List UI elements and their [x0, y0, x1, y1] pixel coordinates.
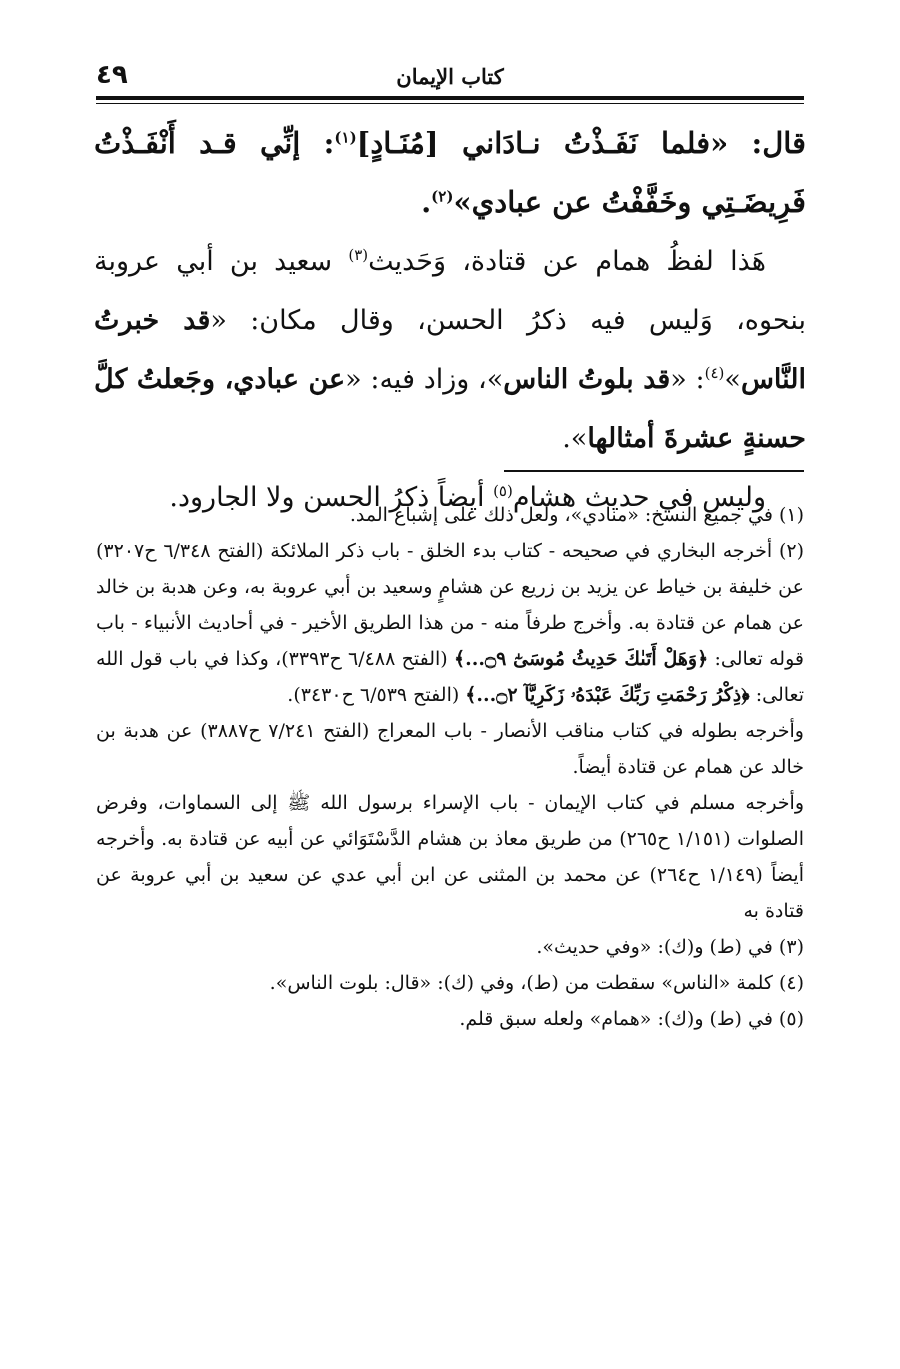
footnote-2-continued: وأخرجه مسلم في كتاب الإيمان - باب الإسراء برسول الله ﷺ إلى السماوات، وفرض الصلوات (١/١٥١ ح٢٦٥) من طريق معاذ بن هشام الدَّسْتَوَائي عن أبيه عن قتادة به. وأخرجه أيضاً (١/١٤٩ ح٢٦٤) عن محمد بن المثنى عن ابن أبي عدي عن سعيد بن أبي عروبة عن قتادة به [96, 792, 804, 922]
footnote-separator [504, 470, 804, 472]
running-title: كتاب الإيمان [396, 64, 504, 89]
footnote-1: (١) في جميع النسخ: «منادي»، ولعل ذلك على إشباع المد. [349, 504, 804, 526]
text-run: قال: «فلما نَفَـذْتُ نـادَاني [مُنَـادٍ] [356, 126, 806, 160]
page-header [96, 58, 804, 98]
header-rule-thick [96, 96, 804, 100]
footnote-ref: (٤) [704, 364, 725, 382]
text-run: ». [562, 423, 588, 454]
footnote-ref: (١) [334, 128, 357, 147]
footnotes [96, 497, 804, 1037]
footnote-ref: (٢) [431, 187, 454, 206]
text-run: وليس في حديث هشام [512, 482, 766, 513]
text-run: سعيد بن أبي عروبة بنحوه، وَليس فيه ذكرُ الحسن، وقال مكان: « [94, 246, 806, 336]
quran-quote: ﴿ذِكْرُ رَحْمَتِ رَبِّكَ عَبْدَهُۥ زَكَرِيَّآ ۝٢...﴾ [465, 684, 750, 706]
footnote-4: (٤) كلمة «الناس» سقطت من (ط)، وفي (ك): «قال: بلوت الناس». [269, 972, 804, 994]
text-run: هَذا لفظُ همام عن قتادة، وَحَديث [368, 246, 766, 277]
main-text [94, 114, 806, 527]
paragraph-hadith [94, 114, 806, 232]
header-rule-thin [96, 103, 804, 104]
text-run: »، وزاد فيه: « [345, 364, 504, 395]
text-run: : « [670, 364, 705, 395]
footnote-5: (٥) في (ط) و(ك): «همام» ولعله سبق قلم. [459, 1008, 804, 1030]
footnote-ref: (٥) [493, 482, 513, 500]
text-run: (الفتح ٦/٥٣٩ ح٣٤٣٠). [287, 684, 466, 706]
quran-quote: ﴿وَهَلْ أَتَىٰكَ حَدِيثُ مُوسَىٰٓ ۝٩...﴾ [453, 648, 709, 670]
text-run: » [724, 364, 741, 395]
text-run: (الفتح ٦/٤٨٨ ح٣٣٩٣)، وكذا في باب قول الله تعالى: [96, 648, 804, 706]
text-run: . [421, 185, 432, 219]
text-run: : إنِّي قـد أَنْفَـذْتُ فَرِيضَـتِي وخَفَّفْتُ عن عبادي» [94, 126, 806, 219]
footnote-2-continued: وأخرجه بطوله في كتاب مناقب الأنصار - باب المعراج (الفتح ٧/٢٤١ ح٣٨٨٧) عن هدبة بن خالد عن همام عن قتادة أيضاً. [96, 720, 804, 778]
paragraph-commentary [94, 232, 806, 468]
text-run: أيضاً ذكرُ الحسن ولا الجارود. [169, 482, 494, 513]
quoted-phrase: قد خبرتُ النَّاس [94, 305, 806, 395]
text-run: (٢) أخرجه البخاري في صحيحه - كتاب بدء الخلق - باب ذكر الملائكة (الفتح ٦/٣٤٨ ح٣٢٠٧) عن خليفة بن خياط عن يزيد بن زريع عن هشامٍ وسعيد بن أبي عروبة به، وعن هدبة بن خالد عن همام عن قتادة به. وأخرج طرفاً منه - من هذا الطريق الأخير - في أحاديث الأنبياء - باب قوله تعالى: [96, 540, 805, 670]
quoted-phrase: عن عبادي، وجَعلتُ كلَّ حسنةٍ عشرةَ أمثالها [94, 364, 806, 454]
quoted-phrase: قد بلوتُ الناس [503, 364, 671, 395]
page-number: ٤٩ [96, 60, 128, 90]
footnote-3: (٣) في (ط) و(ك): «وفي حديث». [536, 936, 804, 958]
footnote-ref: (٣) [348, 246, 369, 264]
footnote-2 [96, 533, 804, 713]
